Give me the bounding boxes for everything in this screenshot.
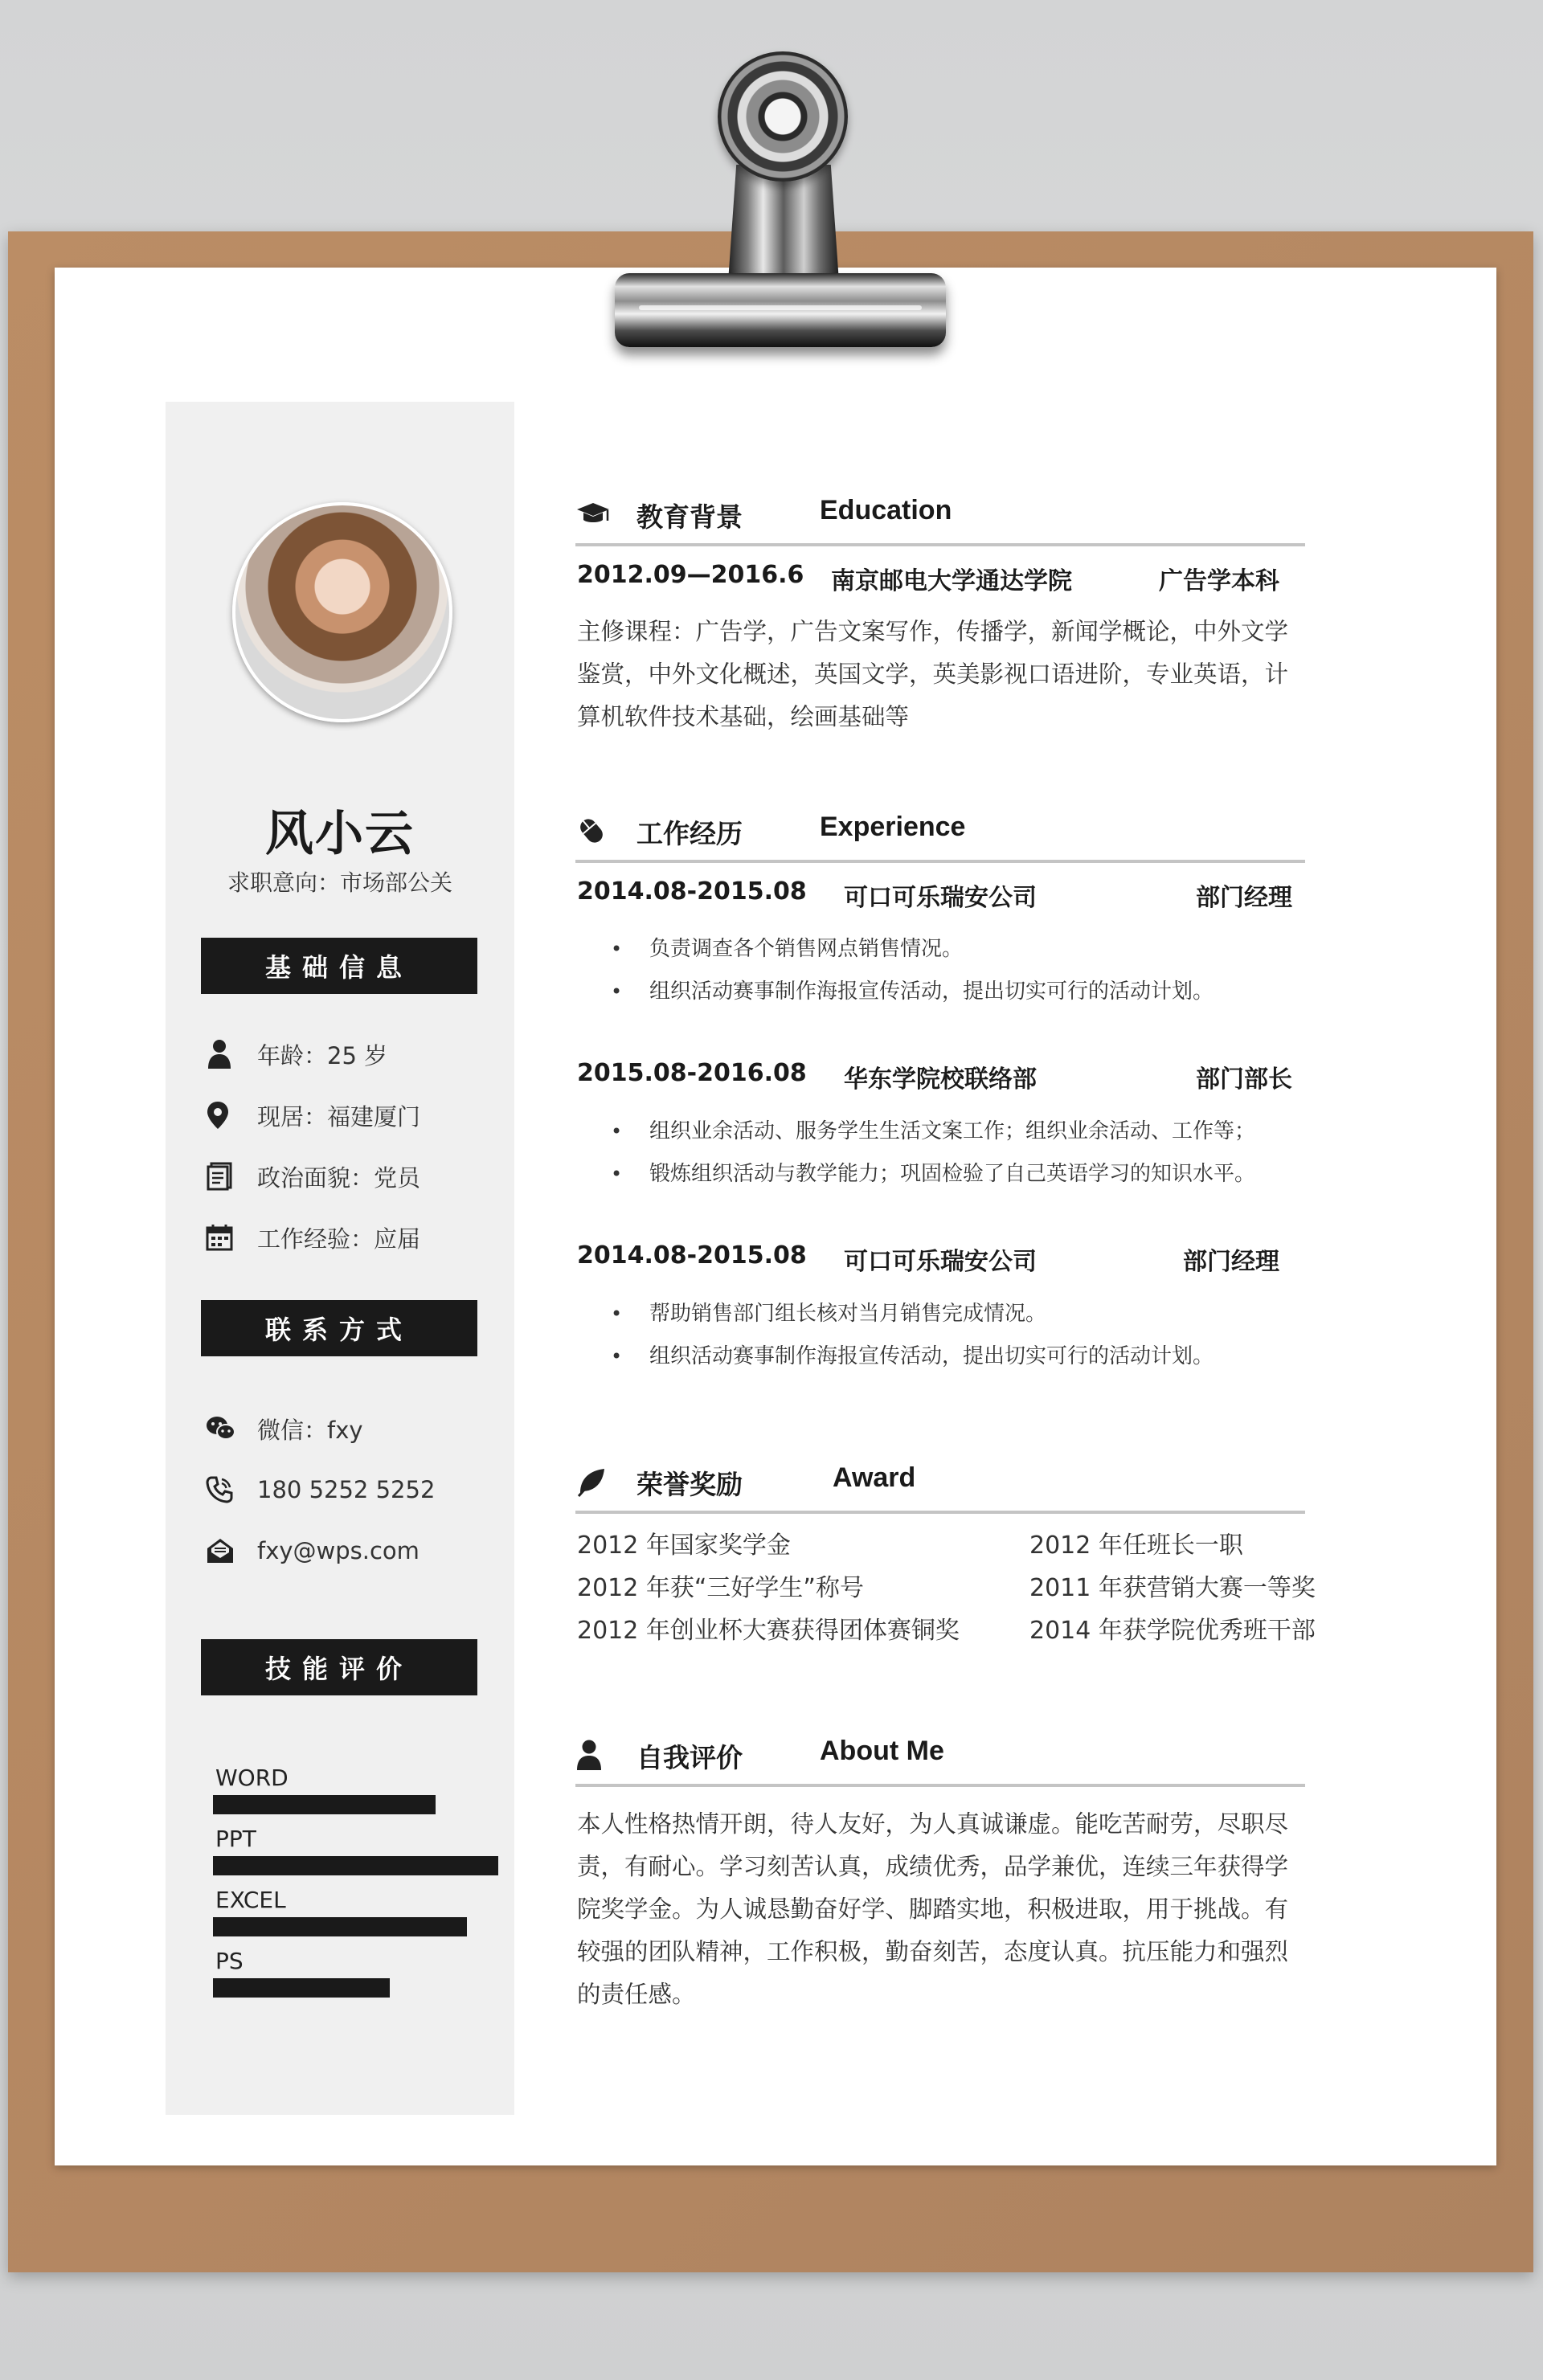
about-title-cn: 自我评价 xyxy=(636,1742,743,1773)
contact-mail xyxy=(206,1533,420,1568)
contact-phone xyxy=(206,1472,435,1507)
wechat-icon xyxy=(206,1415,257,1442)
about-header xyxy=(575,1728,1305,1787)
experience-bullets xyxy=(611,1293,1302,1378)
location-pin-icon xyxy=(206,1101,257,1130)
education-degree: 广告学本科 xyxy=(1159,567,1279,595)
skill-fill xyxy=(213,1856,498,1875)
list-item: • 组织活动赛事制作海报宣传活动，提出切实可行的活动计划。 xyxy=(611,1335,1302,1378)
award-item: 2012 年任班长一职 xyxy=(1029,1531,1243,1560)
leaf-icon xyxy=(575,1464,614,1499)
experience-role: 部门经理 xyxy=(1183,1248,1279,1276)
skills-title: 技能评价 xyxy=(201,1639,477,1695)
skill-bar-word xyxy=(213,1795,498,1814)
job-intent: 求职意向：市场部公关 xyxy=(227,869,452,896)
skill-label-excel: EXCEL xyxy=(215,1887,286,1913)
skill-label-word: WORD xyxy=(215,1765,289,1791)
education-title-cn: 教育背景 xyxy=(636,501,743,533)
contact-wechat-text: 微信：fxy xyxy=(257,1416,363,1444)
experience-org: 可口可乐瑞安公司 xyxy=(844,1248,1037,1276)
info-location xyxy=(206,1098,420,1133)
award-item: 2012 年获“三好学生”称号 xyxy=(577,1574,864,1602)
info-experience xyxy=(206,1220,420,1255)
experience-role: 部门部长 xyxy=(1196,1065,1292,1094)
binder-clip-ring xyxy=(718,51,848,182)
experience-row xyxy=(577,1241,1300,1277)
person-icon xyxy=(206,1039,257,1069)
experience-bullets xyxy=(611,1110,1302,1196)
skill-fill xyxy=(213,1917,467,1936)
person-icon xyxy=(575,1737,614,1773)
experience-role: 部门经理 xyxy=(1196,884,1292,912)
list-item: • 负责调查各个销售网点销售情况。 xyxy=(611,928,1302,971)
education-row xyxy=(577,561,1300,596)
experience-title-en: Experience xyxy=(820,812,966,842)
award-item: 2011 年获营销大赛一等奖 xyxy=(1029,1574,1316,1602)
mouse-icon xyxy=(575,813,614,849)
contact-phone-text: 180 5252 5252 xyxy=(257,1476,436,1503)
awards-title-en: Award xyxy=(833,1462,916,1493)
info-location-text: 现居：福建厦门 xyxy=(257,1102,421,1131)
info-politics xyxy=(206,1159,420,1194)
experience-org: 华东学院校联络部 xyxy=(844,1065,1037,1094)
info-age xyxy=(206,1037,387,1072)
contact-wechat xyxy=(206,1411,363,1446)
skill-fill xyxy=(213,1795,436,1814)
education-title-en: Education xyxy=(820,495,952,525)
education-courses: 主修课程：广告学，广告文案写作，传播学，新闻学概论，中外文学鉴赏，中外文化概述，英国文学，英美影视口语进阶，专业英语，计算机软件技术基础，绘画基础等 xyxy=(577,618,1289,730)
list-item: • 帮助销售部门组长核对当月销售完成情况。 xyxy=(611,1293,1302,1335)
skill-fill xyxy=(213,1978,390,1998)
avatar xyxy=(232,502,452,722)
experience-title-cn: 工作经历 xyxy=(636,818,743,849)
list-item: • 组织活动赛事制作海报宣传活动，提出切实可行的活动计划。 xyxy=(611,971,1302,1013)
awards-header xyxy=(575,1454,1305,1514)
experience-period: 2014.08-2015.08 xyxy=(577,1241,807,1270)
skill-bar-excel xyxy=(213,1917,498,1936)
mail-icon xyxy=(206,1537,257,1564)
experience-period: 2014.08-2015.08 xyxy=(577,877,807,906)
about-title-en: About Me xyxy=(820,1736,944,1766)
experience-org: 可口可乐瑞安公司 xyxy=(844,884,1037,912)
experience-header xyxy=(575,804,1305,863)
phone-icon xyxy=(206,1476,257,1503)
education-school: 南京邮电大学通达学院 xyxy=(831,567,1072,595)
experience-period: 2015.08-2016.08 xyxy=(577,1059,807,1087)
info-politics-text: 政治面貌：党员 xyxy=(257,1163,421,1192)
document-icon xyxy=(206,1162,257,1191)
award-item: 2012 年创业杯大赛获得团体赛铜奖 xyxy=(577,1617,960,1645)
calendar-icon xyxy=(206,1224,257,1251)
basic-info-title: 基础信息 xyxy=(201,938,477,994)
education-period: 2012.09—2016.6 xyxy=(577,561,804,589)
award-item: 2012 年国家奖学金 xyxy=(577,1531,791,1560)
info-age-text: 年龄：25 岁 xyxy=(257,1041,388,1069)
graduation-cap-icon xyxy=(575,497,614,532)
experience-row xyxy=(577,877,1300,913)
about-text: 本人性格热情开朗，待人友好，为人真诚谦虚。能吃苦耐劳，尽职尽责，有耐心。学习刻苦认真，成绩优秀，品学兼优，连续三年获得学院奖学金。为人诚恳勤奋好学、脚踏实地，积极进取，用于挑战。有较强的团队精神，工作积极，勤奋刻苦，态度认真。抗压能力和强烈的责任感。 xyxy=(577,1810,1289,2008)
candidate-name: 风小云 xyxy=(265,806,415,862)
award-item: 2014 年获学院优秀班干部 xyxy=(1029,1617,1316,1645)
awards-title-cn: 荣誉奖励 xyxy=(636,1469,743,1500)
info-experience-text: 工作经验：应届 xyxy=(257,1225,421,1253)
contact-mail-text: fxy@wps.com xyxy=(257,1537,420,1564)
experience-bullets xyxy=(611,928,1302,1013)
contact-title: 联系方式 xyxy=(201,1300,477,1356)
skill-bar-ps xyxy=(213,1978,498,1998)
skill-label-ppt: PPT xyxy=(215,1826,256,1852)
skill-bar-ppt xyxy=(213,1856,498,1875)
list-item: • 组织业余活动、服务学生生活文案工作；组织业余活动、工作等； xyxy=(611,1110,1302,1153)
education-header xyxy=(575,487,1305,546)
experience-row xyxy=(577,1059,1300,1094)
list-item: • 锻炼组织活动与教学能力；巩固检验了自己英语学习的知识水平。 xyxy=(611,1153,1302,1196)
skill-label-ps: PS xyxy=(215,1948,244,1974)
